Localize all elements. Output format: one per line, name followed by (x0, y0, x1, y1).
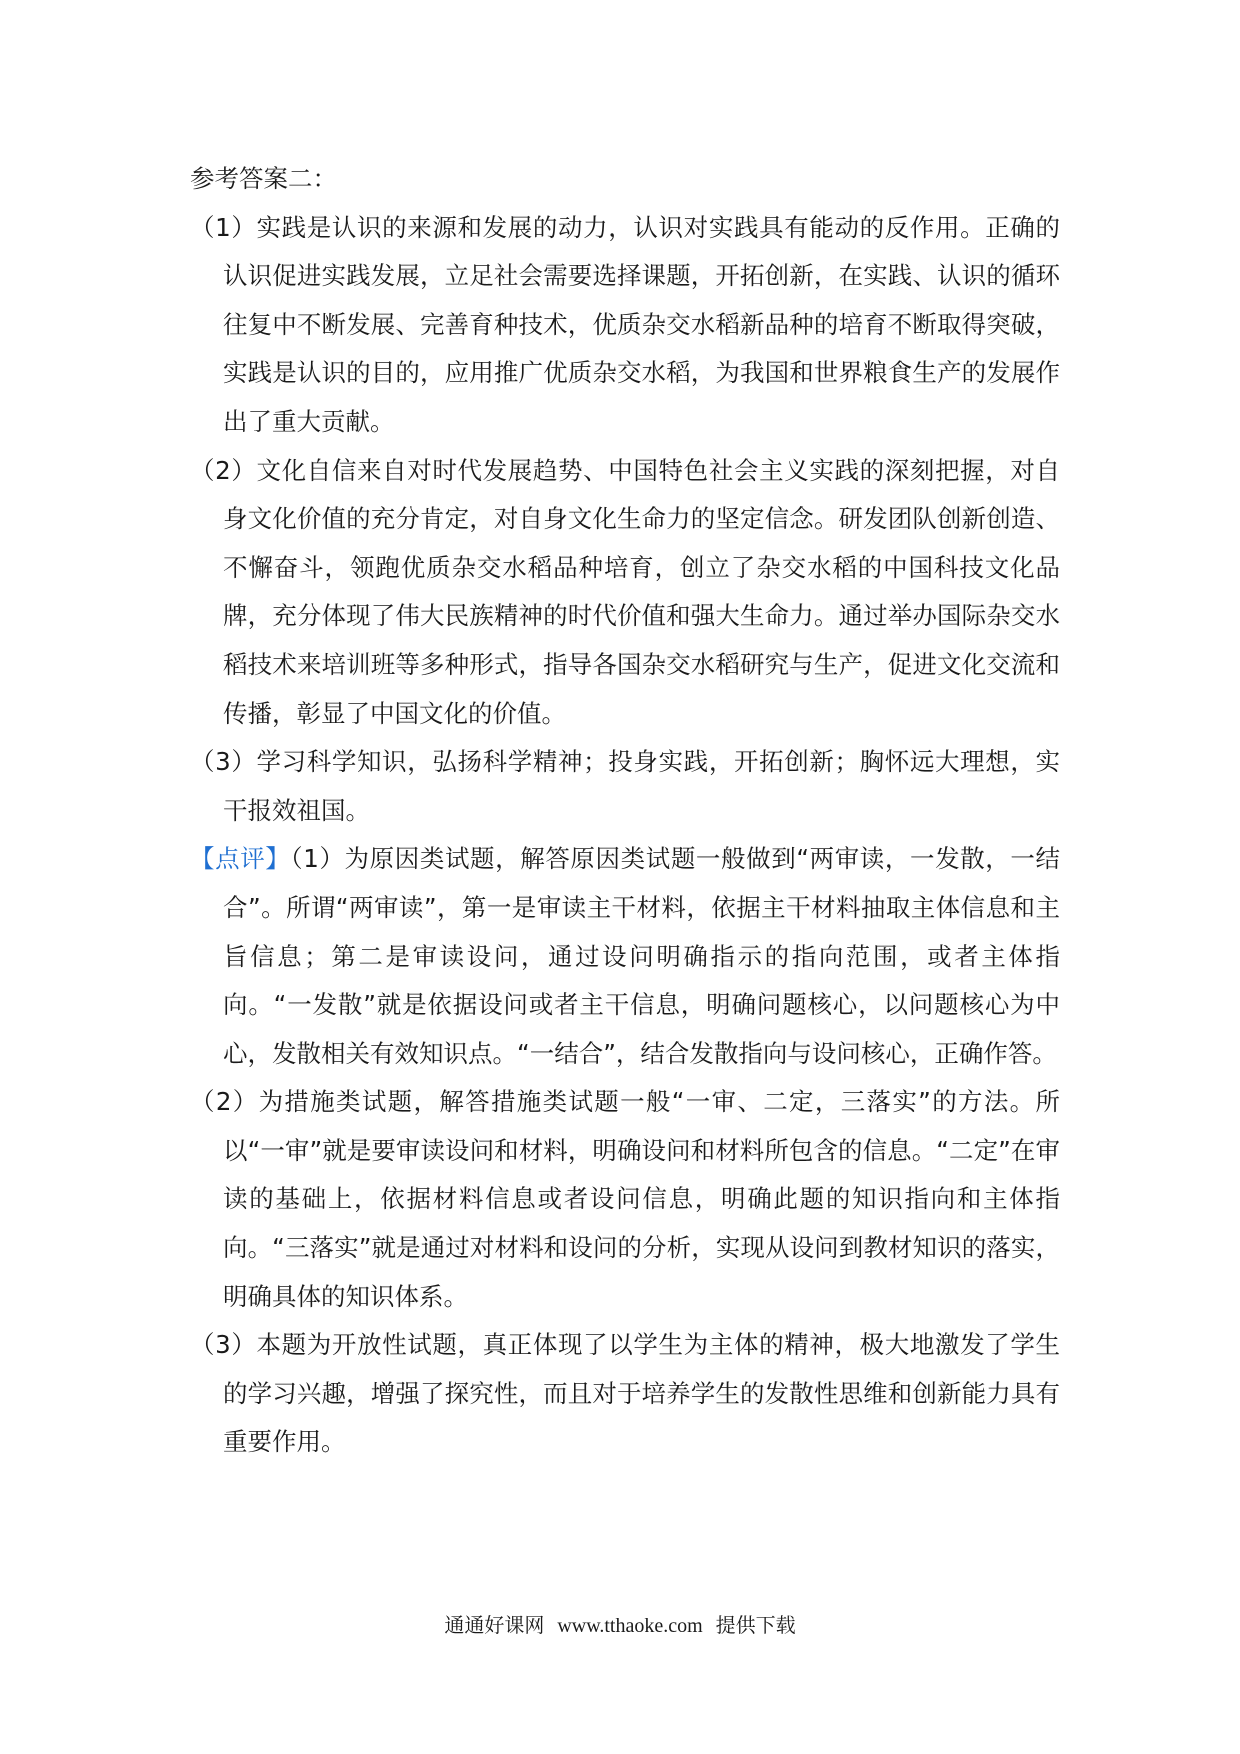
item-text: 学习科学知识，弘扬科学精神；投身实践，开拓创新；胸怀远大理想，实干报效祖国。 (223, 747, 1060, 825)
item-number: （3） (190, 747, 257, 777)
item-text: 为原因类试题，解答原因类试题一般做到“两审读，一发散，一结合”。所谓“两审读”，第一是审读主干材料，依据主干材料抽取主体信息和主旨信息；第二是审读设问，通过设问明确指示的指向范围，或者主体指向。“一发散”就是依据设问或者主干信息，明确问题核心，以问题核心为中心，发散相关有效知识点。“一结合”，结合发散指向与设问核心，正确作答。 (223, 844, 1060, 1068)
item-text: 本题为开放性试题，真正体现了以学生为主体的精神，极大地激发了学生的学习兴趣，增强了探究性，而且对于培养学生的发散性思维和创新能力具有重要作用。 (223, 1330, 1060, 1457)
answer-item-3 (190, 738, 1060, 835)
item-number: （2） (190, 455, 257, 485)
item-text: 实践是认识的来源和发展的动力，认识对实践具有能动的反作用。正确的认识促进实践发展，立足社会需要选择课题，开拓创新，在实践、认识的循环往复中不断发展、完善育种技术，优质杂交水稻新品种的培育不断取得突破，实践是认识的目的，应用推广优质杂交水稻，为我国和世界粮食生产的发展作出了重大贡献。 (223, 212, 1060, 436)
document-body (190, 155, 1060, 1467)
footer-suffix: 提供下载 (715, 1615, 796, 1637)
item-number: （3） (190, 1330, 257, 1360)
item-number: （2） (190, 1087, 259, 1117)
answer-item-1 (190, 204, 1060, 447)
page-footer (0, 1612, 1240, 1640)
item-text: 为措施类试题，解答措施类试题一般“一审、二定，三落实”的方法。所以“一审”就是要审读设问和材料，明确设问和材料所包含的信息。“二定”在审读的基础上，依据材料信息或者设问信息，明确此题的知识指向和主体指向。“三落实”就是通过对材料和设问的分析，实现从设问到教材知识的落实，明确具体的知识体系。 (223, 1087, 1060, 1311)
item-text: 文化自信来自对时代发展趋势、中国特色社会主义实践的深刻把握，对自身文化价值的充分肯定，对自身文化生命力的坚定信念。研发团队创新创造、不懈奋斗，领跑优质杂交水稻品种培育，创立了杂交水稻的中国科技文化品牌，充分体现了伟大民族精神的时代价值和强大生命力。通过举办国际杂交水稻技术来培训班等多种形式，指导各国杂交水稻研究与生产，促进文化交流和传播，彰显了中国文化的价值。 (223, 455, 1060, 728)
comment-tag: 【点评】 (190, 844, 291, 874)
answer-heading: 参考答案二： (190, 164, 337, 193)
item-number: （1） (190, 212, 257, 242)
footer-site-name: 通通好课网 (444, 1615, 545, 1637)
answer-item-2 (190, 447, 1060, 739)
comment-item-2 (190, 1078, 1060, 1321)
comment-item-1 (190, 835, 1060, 1078)
comment-item-3 (190, 1321, 1060, 1467)
item-number: （1） (290, 844, 345, 874)
footer-url-link[interactable]: www.tthaoke.com (557, 1615, 703, 1637)
